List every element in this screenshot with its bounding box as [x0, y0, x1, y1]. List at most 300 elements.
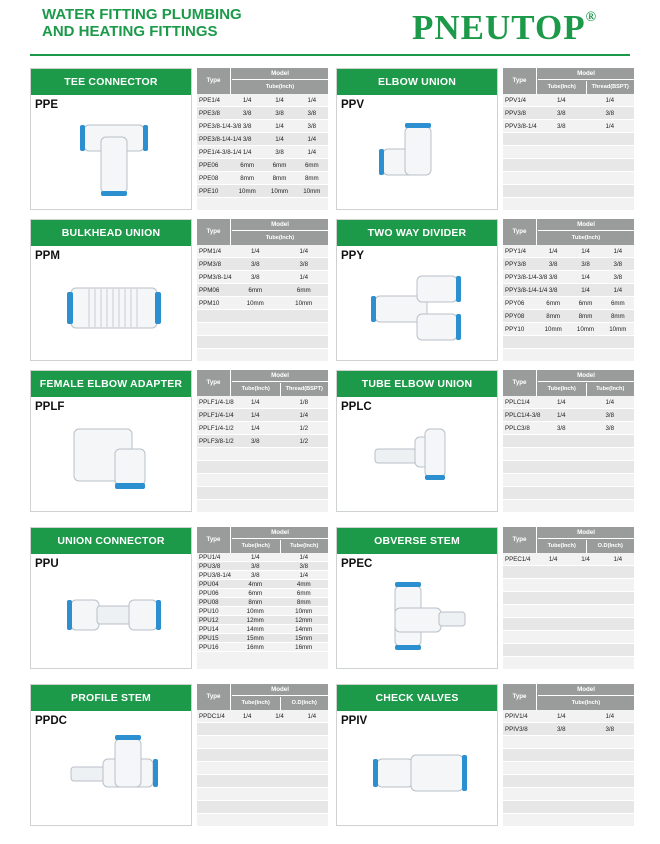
- table-row: [197, 589, 328, 598]
- model-number: [503, 146, 537, 158]
- table-row: [197, 146, 328, 159]
- size-values: [537, 749, 634, 761]
- spec-table-header: [503, 68, 634, 94]
- elbow-fitting-icon: [355, 107, 485, 207]
- model-number: PPLC1/4-3/8: [505, 412, 541, 419]
- tube-elbow-icon: [355, 409, 485, 509]
- size-value: 1/4: [299, 248, 309, 255]
- size-value: 3/8: [556, 425, 566, 432]
- model-number: PPU08: [199, 599, 219, 606]
- product-title: BULKHEAD UNION: [31, 220, 191, 246]
- size-values: [231, 435, 328, 447]
- size-value: 1/4: [307, 136, 317, 143]
- size-value: 3/8: [613, 261, 623, 268]
- model-column-header: Model: [232, 219, 328, 231]
- model-column-header: Model: [538, 684, 634, 696]
- size-value: 6mm: [578, 300, 593, 307]
- size-value: 3/8: [556, 110, 566, 117]
- size-value: 1/8: [299, 399, 309, 406]
- size-value: [537, 644, 569, 656]
- size-value: 3/8: [548, 287, 558, 294]
- size-value: 1/4: [242, 149, 252, 156]
- size-value: [263, 723, 295, 735]
- size-values: [537, 120, 634, 132]
- size-value: 1/4: [581, 556, 590, 563]
- size-value: [569, 579, 601, 591]
- table-row: [197, 159, 328, 172]
- product-card: [30, 684, 330, 826]
- model-number: PPU3/8-1/4: [199, 572, 231, 579]
- size-value: [537, 185, 586, 197]
- table-row: [503, 618, 634, 631]
- table-row: [197, 245, 328, 258]
- model-number: [503, 185, 537, 197]
- size-value: 6mm: [610, 300, 625, 307]
- size-values: [537, 310, 634, 322]
- size-value: [586, 159, 635, 171]
- model-number: PPY3/8-1/4-1/4: [505, 287, 548, 294]
- table-row: [503, 310, 634, 323]
- model-subheader-row: [232, 540, 328, 553]
- size-values: [231, 710, 328, 722]
- model-number: [503, 172, 537, 184]
- type-column-header: Type: [503, 527, 537, 553]
- size-value: [569, 336, 601, 348]
- size-value: [296, 723, 328, 735]
- size-value: 1/2: [299, 438, 309, 445]
- size-value: 3/8: [605, 726, 615, 733]
- size-value: 1/4: [250, 399, 260, 406]
- table-row: [197, 553, 328, 562]
- size-value: [263, 801, 295, 813]
- size-value: [586, 749, 635, 761]
- table-row: [503, 323, 634, 336]
- bulkhead-fitting-icon: [49, 258, 179, 358]
- size-value: 1/4: [605, 123, 615, 130]
- size-value: [537, 579, 569, 591]
- model-subheader: Tube(Inch): [571, 700, 601, 706]
- model-number: PPIV1/4: [505, 713, 528, 720]
- spec-table: [503, 219, 634, 361]
- size-value: 12mm: [246, 617, 264, 624]
- size-value: [586, 435, 635, 447]
- size-value: [280, 487, 329, 499]
- size-value: 3/8: [605, 412, 615, 419]
- size-values: [231, 461, 328, 473]
- size-value: 1/4: [581, 274, 590, 281]
- size-value: [602, 631, 634, 643]
- size-values: [231, 589, 328, 597]
- size-values: [537, 422, 634, 434]
- size-value: 3/8: [242, 136, 252, 143]
- size-value: 10mm: [246, 300, 264, 307]
- size-value: 6mm: [240, 162, 255, 169]
- model-number: PPU06: [199, 590, 219, 597]
- model-number: [503, 159, 537, 171]
- spec-table-body: [503, 245, 634, 349]
- spec-table-body: [197, 396, 328, 500]
- table-row: [503, 159, 634, 172]
- model-subheader-row: [232, 232, 328, 245]
- size-value: [586, 474, 635, 486]
- model-subheader: Tube(Inch): [241, 543, 270, 549]
- size-value: [586, 775, 635, 787]
- size-values: [537, 579, 634, 591]
- model-number: [197, 461, 231, 473]
- size-values: [537, 644, 634, 656]
- size-value: 10mm: [295, 300, 313, 307]
- size-values: [231, 634, 328, 642]
- size-value: [296, 775, 328, 787]
- size-values: [537, 409, 634, 421]
- product-title: PROFILE STEM: [31, 685, 191, 711]
- size-value: [586, 185, 635, 197]
- size-values: [537, 788, 634, 800]
- table-row: [503, 487, 634, 500]
- size-value: 10mm: [609, 326, 627, 333]
- model-number: [503, 775, 537, 787]
- size-value: [263, 788, 295, 800]
- size-value: 3/8: [548, 274, 558, 281]
- model-number: PPM06: [199, 287, 220, 294]
- size-values: [537, 631, 634, 643]
- spec-table-header: [503, 370, 634, 396]
- model-number: [197, 310, 231, 322]
- model-subheader: Tube(Inch): [265, 235, 295, 241]
- size-value: 3/8: [548, 261, 558, 268]
- spec-table: [197, 684, 328, 826]
- size-values: [537, 159, 634, 171]
- product-code: PPEC: [341, 558, 373, 570]
- size-value: 16mm: [295, 644, 313, 651]
- product-card: [30, 370, 330, 512]
- size-value: 3/8: [307, 110, 317, 117]
- type-column-header: Type: [197, 68, 231, 94]
- size-value: [602, 592, 634, 604]
- model-subheader: O.D(Inch): [280, 697, 329, 710]
- size-value: 1/4: [556, 97, 566, 104]
- table-row: [503, 107, 634, 120]
- model-subheader: Tube(Inch): [586, 383, 635, 396]
- model-number: PPLC1/4: [505, 399, 530, 406]
- table-row: [503, 245, 634, 258]
- table-row: [503, 461, 634, 474]
- size-value: [231, 762, 263, 774]
- product-panel: [336, 370, 498, 512]
- size-value: 8mm: [248, 599, 263, 606]
- model-column-header: Model: [538, 68, 634, 80]
- size-value: [569, 631, 601, 643]
- model-number: [503, 579, 537, 591]
- model-number: [197, 487, 231, 499]
- table-row: [503, 788, 634, 801]
- product-title: UNION CONNECTOR: [31, 528, 191, 554]
- size-value: 4mm: [248, 581, 263, 588]
- model-number: PPY08: [505, 313, 525, 320]
- size-value: [537, 146, 586, 158]
- model-subheader-row: [538, 232, 634, 245]
- size-values: [231, 310, 328, 322]
- size-value: 3/8: [250, 572, 260, 579]
- model-number: [197, 762, 231, 774]
- model-subheader: Tube(Inch): [547, 84, 576, 90]
- model-number: [197, 801, 231, 813]
- size-value: 15mm: [295, 635, 313, 642]
- table-row: [197, 474, 328, 487]
- table-row: [503, 710, 634, 723]
- model-subheader: O.D(Inch): [586, 540, 635, 553]
- spec-table-header: [197, 684, 328, 710]
- table-row: [197, 625, 328, 634]
- model-number: PPU14: [199, 626, 219, 633]
- model-column-header: Model: [232, 684, 328, 696]
- size-value: 10mm: [270, 188, 289, 195]
- size-value: [537, 618, 569, 630]
- type-column-header: Type: [503, 370, 537, 396]
- table-row: [503, 271, 634, 284]
- size-value: [280, 461, 329, 473]
- model-number: [503, 801, 537, 813]
- table-row: [503, 775, 634, 788]
- spec-table-header: [197, 68, 328, 94]
- size-values: [537, 710, 634, 722]
- table-row: [503, 336, 634, 349]
- size-value: [586, 172, 635, 184]
- size-value: [280, 448, 329, 460]
- size-value: 1/4: [307, 149, 317, 156]
- size-value: [231, 448, 280, 460]
- table-row: [197, 271, 328, 284]
- product-code: PPLC: [341, 401, 372, 413]
- table-row: [197, 571, 328, 580]
- size-value: [296, 762, 328, 774]
- model-subheader: Tube(Inch): [265, 84, 295, 90]
- size-value: 1/4: [299, 554, 309, 561]
- size-value: 3/8: [299, 563, 309, 570]
- size-values: [231, 580, 328, 588]
- product-panel: [336, 527, 498, 669]
- size-value: 3/8: [556, 726, 566, 733]
- model-number: [503, 605, 537, 617]
- table-row: [503, 605, 634, 618]
- product-card: [30, 527, 330, 669]
- spec-table-body: [197, 553, 328, 652]
- size-values: [537, 258, 634, 270]
- size-value: [537, 605, 569, 617]
- type-column-header: Type: [197, 219, 231, 245]
- size-value: 1/4: [250, 554, 260, 561]
- size-value: 1/4: [299, 412, 309, 419]
- table-row: [503, 422, 634, 435]
- size-value: 1/4: [242, 713, 252, 720]
- size-values: [231, 258, 328, 270]
- product-code: PPY: [341, 250, 365, 262]
- size-value: [263, 775, 295, 787]
- model-subheader: Tube(Inch): [280, 540, 329, 553]
- table-row: [503, 801, 634, 814]
- female-elbow-icon: [49, 409, 179, 509]
- size-value: [537, 775, 586, 787]
- table-row: [503, 592, 634, 605]
- size-value: [231, 461, 280, 473]
- type-column-header: Type: [197, 370, 231, 396]
- size-value: [537, 566, 569, 578]
- model-number: [503, 435, 537, 447]
- size-value: [537, 133, 586, 145]
- table-row: [197, 409, 328, 422]
- size-value: 3/8: [299, 261, 309, 268]
- model-subheader-row: [232, 383, 328, 396]
- spec-table-header: [197, 527, 328, 553]
- model-subheader: Tube(Inch): [241, 700, 270, 706]
- model-number: PPU1/4: [199, 554, 221, 561]
- table-row: [197, 607, 328, 616]
- size-value: 8mm: [240, 175, 255, 182]
- size-value: 3/8: [242, 123, 252, 130]
- product-panel: [30, 527, 192, 669]
- size-value: 10mm: [544, 326, 562, 333]
- size-value: 1/4: [299, 274, 309, 281]
- table-row: [197, 107, 328, 120]
- size-values: [537, 487, 634, 499]
- size-values: [231, 616, 328, 624]
- size-value: [537, 159, 586, 171]
- size-value: [231, 736, 263, 748]
- size-values: [537, 592, 634, 604]
- model-number: [503, 736, 537, 748]
- product-panel: [30, 370, 192, 512]
- spec-table: [503, 684, 634, 826]
- size-values: [231, 749, 328, 761]
- size-values: [231, 120, 328, 132]
- model-number: PPV3/8: [505, 110, 526, 117]
- size-value: 14mm: [246, 626, 264, 633]
- size-value: 6mm: [248, 590, 263, 597]
- table-row: [503, 566, 634, 579]
- table-row: [503, 474, 634, 487]
- brand-name: PNEUTOP: [412, 8, 586, 47]
- size-value: 3/8: [250, 438, 260, 445]
- size-values: [537, 271, 634, 283]
- model-column-header: Model: [538, 219, 634, 231]
- size-value: [280, 474, 329, 486]
- model-column-header: Model: [538, 370, 634, 382]
- product-title: CHECK VALVES: [337, 685, 497, 711]
- table-row: [197, 643, 328, 652]
- product-panel: [30, 68, 192, 210]
- spec-table-body: [503, 94, 634, 198]
- table-row: [197, 736, 328, 749]
- model-number: PPU15: [199, 635, 219, 642]
- size-values: [231, 146, 328, 158]
- size-values: [537, 245, 634, 257]
- table-row: [197, 284, 328, 297]
- model-number: [503, 566, 537, 578]
- size-value: 3/8: [275, 149, 284, 156]
- model-number: PPEC1/4: [505, 556, 531, 563]
- size-value: [586, 762, 635, 774]
- size-value: [296, 749, 328, 761]
- size-value: [231, 801, 263, 813]
- type-column-header: Type: [503, 68, 537, 94]
- spec-table: [197, 527, 328, 669]
- size-value: [231, 487, 280, 499]
- size-values: [231, 571, 328, 579]
- model-number: PPU3/8: [199, 563, 221, 570]
- union-fitting-icon: [49, 566, 179, 666]
- size-value: 4mm: [296, 581, 311, 588]
- size-values: [537, 553, 634, 565]
- size-values: [231, 94, 328, 106]
- size-value: 1/4: [605, 713, 615, 720]
- size-value: 1/4: [299, 572, 309, 579]
- table-row: [503, 258, 634, 271]
- spec-table-header: [503, 527, 634, 553]
- product-panel: [30, 684, 192, 826]
- size-values: [537, 605, 634, 617]
- model-subheader-row: [538, 540, 634, 553]
- size-value: [586, 788, 635, 800]
- product-code: PPDC: [35, 715, 67, 727]
- size-values: [231, 185, 328, 197]
- size-value: 1/4: [613, 556, 623, 563]
- size-value: 10mm: [303, 188, 321, 195]
- size-value: [537, 336, 569, 348]
- size-values: [231, 788, 328, 800]
- model-number: [503, 336, 537, 348]
- size-values: [231, 107, 328, 119]
- model-column-header: Model: [538, 527, 634, 539]
- spec-table-body: [197, 710, 328, 814]
- size-value: [569, 566, 601, 578]
- size-value: 1/4: [275, 713, 284, 720]
- table-row: [503, 396, 634, 409]
- table-row: [197, 185, 328, 198]
- model-subheader-row: [538, 81, 634, 94]
- size-value: [537, 592, 569, 604]
- size-value: [231, 723, 263, 735]
- size-value: 1/4: [250, 412, 260, 419]
- spec-table: [503, 68, 634, 210]
- size-value: [537, 736, 586, 748]
- table-row: [197, 749, 328, 762]
- table-row: [503, 120, 634, 133]
- size-value: [263, 736, 295, 748]
- table-row: [503, 762, 634, 775]
- product-title: TUBE ELBOW UNION: [337, 371, 497, 397]
- size-values: [231, 284, 328, 296]
- size-values: [231, 133, 328, 145]
- model-subheader: Tube(Inch): [547, 386, 576, 392]
- model-number: [503, 474, 537, 486]
- size-value: [586, 133, 635, 145]
- size-value: 1/4: [605, 399, 615, 406]
- product-panel: [336, 219, 498, 361]
- size-value: 10mm: [576, 326, 595, 333]
- size-values: [537, 618, 634, 630]
- size-value: 6mm: [296, 287, 311, 294]
- table-row: [503, 553, 634, 566]
- size-values: [231, 607, 328, 615]
- model-number: [503, 448, 537, 460]
- model-number: [503, 618, 537, 630]
- size-value: 6mm: [248, 287, 263, 294]
- model-subheader: Thread(BSPT): [586, 81, 635, 94]
- spec-table: [503, 370, 634, 512]
- size-value: 3/8: [556, 123, 566, 130]
- size-values: [537, 775, 634, 787]
- size-values: [231, 625, 328, 633]
